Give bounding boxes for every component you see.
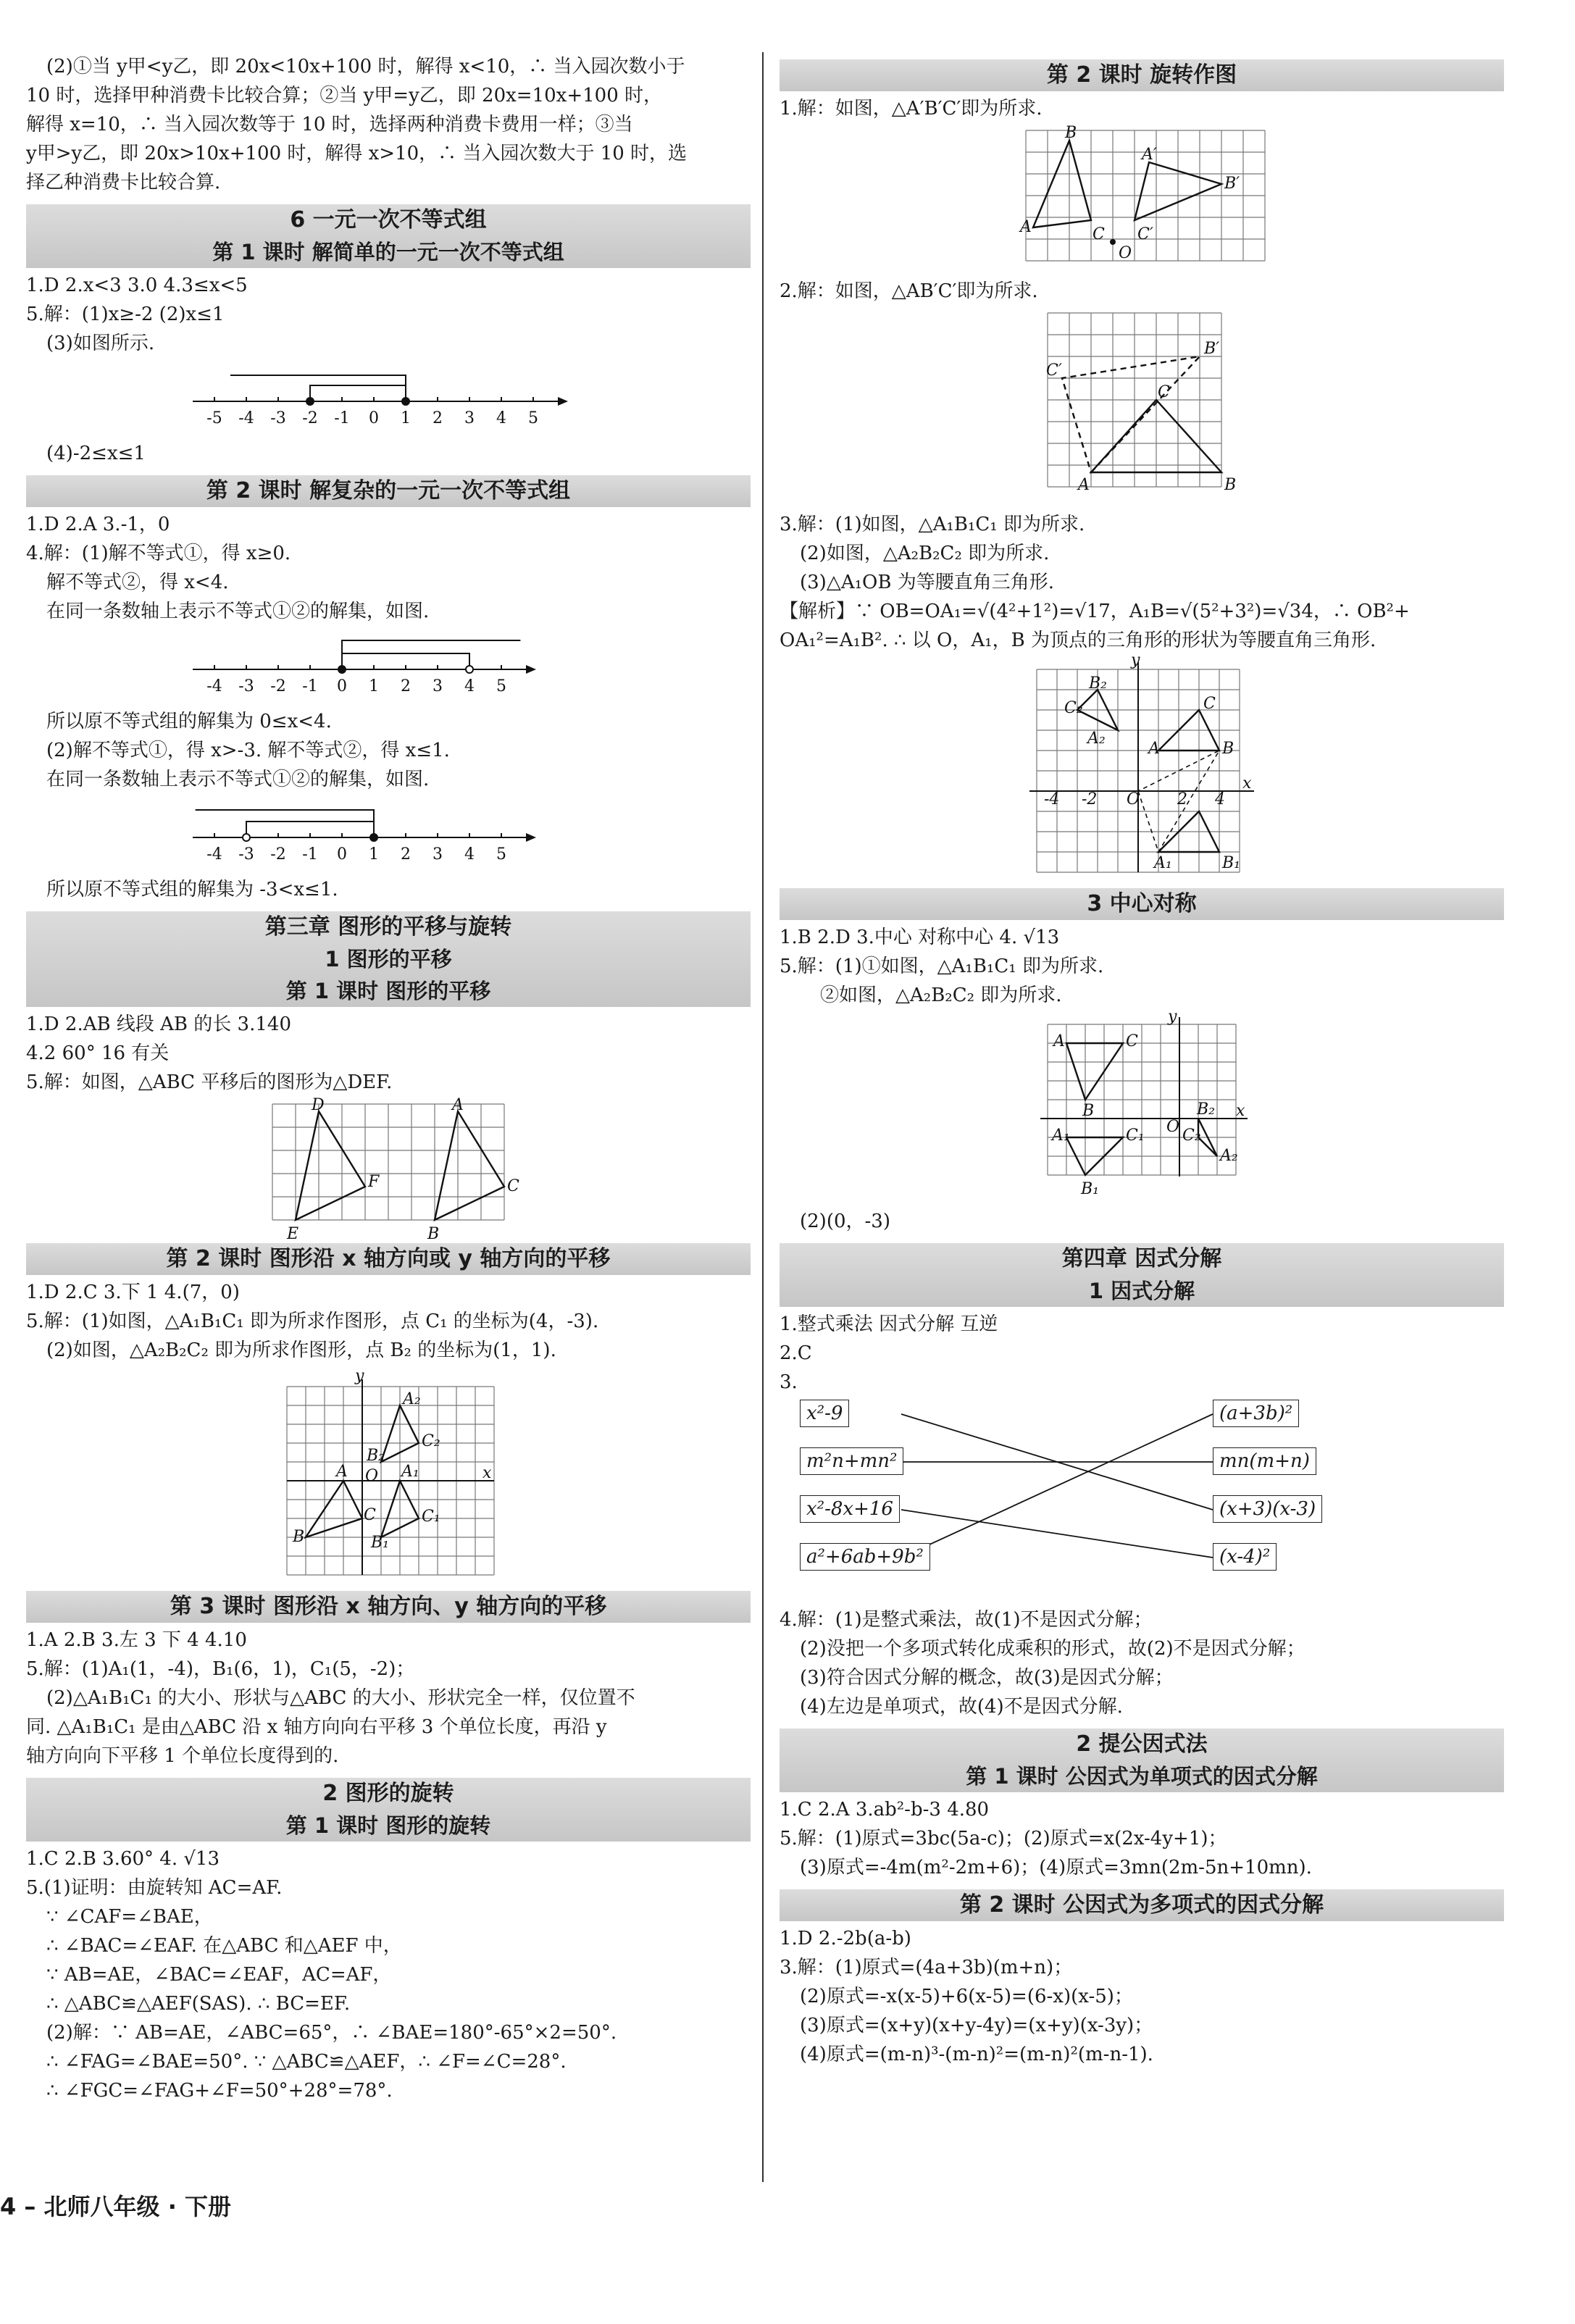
solution-bracket [342,640,520,669]
grid-figure [265,1096,519,1243]
section-header [780,1243,1504,1307]
tick-label: 4 [496,409,506,427]
number-line-figure [185,358,591,430]
answer-line: ②如图，△A₂B₂C₂ 即为所求. [820,985,1062,1006]
expression-box-right: (a+3b)² [1213,1400,1299,1427]
figure-label: A [1078,476,1090,494]
figure-label: C₂ [1182,1127,1201,1145]
expression-box-left: x²-9 [800,1400,849,1427]
figure-label: A [1053,1032,1065,1050]
expression-box-left: x²-8x+16 [800,1495,900,1523]
section-subtitle: 第 1 课时 公因式为单项式的因式分解 [966,1764,1318,1789]
tick-label: -3 [238,677,254,695]
endpoint [466,666,473,673]
tick-label: -2 [302,409,318,427]
figure-label: A₂ [1220,1147,1238,1165]
answer-line: 5.(1)证明：由旋转知 AC=AF. [26,1877,283,1899]
grid-figure [1033,306,1250,501]
tick-label: 4 [464,845,475,864]
axis-label: y [355,1367,364,1385]
section-header [780,1729,1504,1792]
figure-label: A₂ [1087,730,1106,748]
axis-label: y [1131,651,1140,669]
g2-figure [26,1365,751,1584]
answer-line: ∴ △ABC≌△AEF(SAS). ∴ BC=EF. [46,1993,351,2015]
answer-line: (3)符合因式分解的概念，故(3)是因式分解； [800,1667,1174,1689]
answer-line: 在同一条数轴上表示不等式①②的解集，如图. [46,601,430,622]
section-header [26,1591,751,1623]
solution-bracket [196,810,374,837]
tick-label: 2 [433,409,443,427]
answer-line: 同. △A₁B₁C₁ 是由△ABC 沿 x 轴方向向右平移 3 个单位长度，再沿 y [26,1716,607,1738]
coordinate-grid-figure [280,1365,497,1575]
tick-label: 3 [433,677,443,695]
coordinate-grid-figure [1033,1010,1250,1198]
answer-line: (2)解不等式①，得 x>-3. 解不等式②，得 x≤1. [46,740,450,761]
figure-label: B [1224,476,1237,494]
tick-label: 5 [496,845,506,864]
answer-line: (2)△A₁B₁C₁ 的大小、形状与△ABC 的大小、形状完全一样，仅位置不 [46,1687,635,1709]
figure-label: C₂ [1064,699,1083,717]
arrow-icon [526,665,536,674]
answer-line: (2)没把一个多项式转化成乘积的形式，故(2)不是因式分解； [800,1638,1305,1660]
figure-label: C [1126,1032,1138,1050]
section-header [26,204,751,268]
endpoint [243,834,250,841]
figure-label: A₁ [1154,854,1172,872]
answer-line: (3)原式=(x+y)(x+y-4y)=(x+y)(x-3y)； [800,2015,1153,2036]
answer-line: 1.C 2.A 3.ab²-b-3 4.80 [780,1799,990,1821]
answer-line: 2.C [780,1342,812,1364]
tick-label: -2 [270,845,286,864]
figure-label: B [1222,740,1234,758]
tick-label: -3 [238,845,254,864]
tick-label: 0 [369,409,379,427]
figure-label: C₂ [422,1432,440,1450]
answer-line: (2)解：∵ AB=AE，∠ABC=65°，∴ ∠BAE=180°-65°×2=50°. [46,2022,617,2044]
answer-line: ∴ ∠FAG=∠BAE=50°. ∵ △ABC≌△AEF，∴ ∠F=∠C=28°. [46,2051,567,2073]
expression-box-right: mn(m+n) [1213,1447,1316,1475]
right-column [780,52,1504,2069]
answer-line: (4)左边是单项式，故(4)不是因式分解. [800,1696,1123,1718]
tick-label: 3 [464,409,475,427]
answer-line: 1.A 2.B 3.左 3 下 4 4.10 [26,1629,247,1651]
tick-label: -4 [206,845,222,864]
figure-label: C [507,1177,519,1195]
g1-figure [26,1096,751,1243]
section-subtitle: 第 1 课时 图形的平移 [285,979,491,1003]
figure-label: O [1119,244,1132,262]
answer-line: 5.解：(1)x≥-2 (2)x≤1 [26,304,225,325]
answer-line: 在同一条数轴上表示不等式①②的解集，如图. [46,769,430,790]
arrow-icon [558,397,568,406]
answer-line: 所以原不等式组的解集为 -3<x≤1. [46,879,338,900]
figure-label: C [1093,225,1105,243]
figure-label: C₁ [422,1508,440,1526]
section-title: 第 2 课时 图形沿 x 轴方向或 y 轴方向的平移 [166,1246,611,1271]
figure-label: D [312,1096,325,1114]
tick-label: 3 [433,845,443,864]
figure-label: -4 [1044,790,1060,808]
figure-label: B′ [1224,175,1240,193]
tick-label: 0 [337,845,347,864]
figure-label: B [293,1528,305,1546]
number-line-figure [185,794,591,866]
answer-line: (2)如图，△A₂B₂C₂ 即为所求作图形，点 B₂ 的坐标为(1，1). [46,1339,556,1361]
section-header [26,475,751,507]
g6-figure [780,1010,1504,1207]
answer-line: 【解析】∵ OB=OA₁=√(4²+1²)=√17，A₁B=√(5²+3²)=√34，∴ OB²+ [780,601,1410,622]
figure-label: O [1127,790,1140,808]
figure-label: A₂ [403,1390,421,1408]
tick-label: -1 [302,677,318,695]
figure-label: A₁ [401,1463,419,1481]
tick-label: 1 [401,409,411,427]
section-title: 3 中心对称 [1087,891,1197,916]
solution-bracket [310,385,406,401]
column-divider [762,52,764,2182]
section-header [780,1889,1504,1921]
answer-line: 5.解：(1)原式=3bc(5a-c)；(2)原式=x(2x-4y+1)； [780,1828,1227,1849]
answer-line: (2)①当 y甲<y乙，即 20x<10x+100 时，解得 x<10，∴ 当入园次数小于 [46,56,685,78]
tick-label: -4 [206,677,222,695]
tick-label: 1 [369,677,379,695]
answer-line: 解得 x=10，∴ 当入园次数等于 10 时，选择两种消费卡费用一样；③当 [26,114,633,135]
arrow-icon [526,833,536,842]
answer-line: 3.解：(1)原式=(4a+3b)(m+n)； [780,1957,1073,1978]
figure-label: C₁ [1126,1127,1145,1145]
tick-label: -1 [302,845,318,864]
figure-label: O [1166,1118,1180,1136]
coordinate-grid-figure [1022,651,1261,872]
figure-label: B₁ [1081,1180,1099,1198]
answer-line: ∵ AB=AE，∠BAC=∠EAF，AC=AF， [46,1964,392,1986]
expression-box-left: a²+6ab+9b² [800,1543,930,1571]
answer-line: 1.D 2.x<3 3.0 4.3≤x<5 [26,275,248,296]
answer-line: 5.解：(1)如图，△A₁B₁C₁ 即为所求作图形，点 C₁ 的坐标为(4，-3). [26,1311,599,1332]
figure-label: B₁ [371,1534,389,1552]
tick-label: -1 [334,409,350,427]
nl3-figure [26,794,751,875]
g4-figure [780,306,1504,510]
tick-label: -2 [270,677,286,695]
section-title: 第 2 课时 解复杂的一元一次不等式组 [206,478,571,503]
figure-label: A [1020,218,1032,236]
tick-label: 1 [369,845,379,864]
answer-line: (4)-2≤x≤1 [46,443,146,464]
figure-label: B [1065,124,1077,142]
answer-line: 5.解：(1)A₁(1，-4)，B₁(6，1)，C₁(5，-2)； [26,1658,415,1680]
answer-line: (2)原式=-x(x-5)+6(x-5)=(6-x)(x-5)； [800,1986,1133,2007]
axis-label: x [1242,774,1252,793]
g3-figure [780,123,1504,277]
figure-label: A₁ [1052,1127,1070,1145]
answer-line: (3)△A₁OB 为等腰直角三角形. [800,572,1054,593]
answer-line: 1.解：如图，△A′B′C′即为所求. [780,98,1043,120]
answer-line: ∴ ∠FGC=∠FAG+∠F=50°+28°=78°. [46,2080,393,2102]
section-subtitle: 1 图形的平移 [325,947,452,971]
tick-label: -3 [270,409,286,427]
nl2-figure [26,626,751,707]
section-header [26,1243,751,1275]
expression-box-left: m²n+mn² [800,1447,903,1475]
section-subtitle: 第 1 课时 解简单的一元一次不等式组 [212,240,564,264]
figure-label: -2 [1082,790,1098,808]
figure-label: A′ [1142,146,1157,164]
answer-line: 所以原不等式组的解集为 0≤x<4. [46,711,332,732]
answer-line: 1.D 2.AB 线段 AB 的长 3.140 [26,1013,291,1035]
section-title: 第 3 课时 图形沿 x 轴方向、y 轴方向的平移 [170,1594,607,1619]
axis-label: x [1236,1102,1245,1120]
figure-label: 4 [1215,790,1225,808]
answer-line: (2)(0，-3) [800,1211,890,1232]
triangle-abc [1066,1043,1123,1100]
expression-box-right: (x-4)² [1213,1543,1277,1571]
figure-label: B₁ [1222,854,1240,872]
section-title: 第四章 因式分解 [1061,1246,1222,1271]
answer-line: 1.整式乘法 因式分解 互逆 [780,1313,998,1335]
tick-label: 2 [401,677,411,695]
answer-line: (4)原式=(m-n)³-(m-n)²=(m-n)²(m-n-1). [800,2044,1153,2065]
answer-line: 1.D 2.A 3.-1，0 [26,514,170,535]
section-header [26,1778,751,1842]
answer-line: 1.C 2.B 3.60° 4. √13 [26,1848,220,1870]
answer-line: 轴方向向下平移 1 个单位长度得到的. [26,1745,339,1767]
tick-label: 5 [496,677,506,695]
figure-label: C [364,1506,376,1524]
figure-label: O [365,1467,379,1485]
answer-line: 解不等式②，得 x<4. [46,572,229,593]
figure-label: C′ [1137,225,1153,243]
answer-line: 10 时，选择甲种消费卡比较合算；②当 y甲=y乙，即 20x=10x+100 时， [26,85,662,106]
answer-line: ∵ ∠CAF=∠BAE， [46,1906,213,1928]
g5-figure [780,651,1504,881]
answer-line: (3)原式=-4m(m²-2m+6)；(4)原式=3mn(2m-5n+10mn). [800,1857,1312,1878]
answer-line: 5.解：如图，△ABC 平移后的图形为△DEF. [26,1071,393,1093]
expression-box-right: (x+3)(x-3) [1213,1495,1322,1523]
section-title: 第 2 课时 旋转作图 [1046,62,1237,88]
section-subtitle: 1 因式分解 [1088,1279,1195,1303]
figure-label: C [1203,695,1216,713]
answer-line: ∴ ∠BAC=∠EAF. 在△ABC 和△AEF 中， [46,1935,402,1957]
triangle-abc [1033,141,1091,227]
section-header [26,911,751,1007]
section-title: 6 一元一次不等式组 [290,207,487,233]
answer-line: 4.解：(1)解不等式①，得 x≥0. [26,543,291,564]
figure-label: A [336,1463,348,1481]
tick-label: 4 [464,677,475,695]
figure-label: B [1082,1102,1095,1120]
triangle-abc [306,1481,362,1537]
answer-line: OA₁²=A₁B². ∴ 以 O，A₁，B 为顶点的三角形的形状为等腰直角三角形. [780,630,1376,651]
matching-line [901,1510,1213,1558]
page-footer: 4 – 北师八年级 · 下册 [0,2193,231,2220]
number-line-figure [185,626,591,698]
axis-label: x [482,1464,492,1482]
figure-label: B [427,1225,440,1243]
section-header [780,59,1504,91]
answer-line: 4.解：(1)是整式乘法，故(1)不是因式分解； [780,1609,1153,1631]
section-header [780,888,1504,920]
figure-label: C [1158,383,1170,401]
figure-label: B′ [1204,340,1220,358]
point-o [1110,239,1116,245]
answer-line: 5.解：(1)①如图，△A₁B₁C₁ 即为所求. [780,956,1104,977]
figure-label: C′ [1046,361,1062,380]
figure-label: F [368,1173,380,1191]
matching-line [901,1414,1213,1558]
solution-bracket [230,375,406,401]
figure-label: B₂ [367,1447,385,1465]
answer-line: (3)如图所示. [46,333,155,354]
figure-label: A [1148,740,1160,758]
answer-line: 1.D 2.-2b(a-b) [780,1928,911,1949]
answer-line: y甲>y乙，即 20x>10x+100 时，解得 x>10，∴ 当入园次数大于 10 时，选 [26,143,688,164]
section-title: 第 2 课时 公因式为多项式的因式分解 [959,1892,1324,1918]
endpoint [306,398,314,405]
answer-line: 3.解：(1)如图，△A₁B₁C₁ 即为所求. [780,514,1085,535]
triangle-ab-prime-c-prime [1062,356,1200,472]
figure-label: 2 [1177,790,1187,808]
figure-label: B₂ [1089,674,1107,693]
nl1-figure [26,358,751,439]
section-title: 2 图形的旋转 [322,1781,454,1806]
matching-exercise [800,1400,1504,1602]
answer-line: 1.D 2.C 3.下 1 4.(7，0) [26,1282,240,1303]
tick-label: 5 [528,409,538,427]
section-subtitle: 第 1 课时 图形的旋转 [285,1813,491,1838]
answer-line: 1.B 2.D 3.中心 对称中心 4. √13 [780,927,1060,948]
answer-line: 择乙种消费卡比较合算. [26,172,221,193]
tick-label: -4 [238,409,254,427]
figure-label: E [287,1225,299,1243]
tick-label: -5 [206,409,222,427]
section-title: 第三章 图形的平移与旋转 [264,914,512,940]
grid-figure [1011,123,1272,268]
answer-line: 2.解：如图，△AB′C′即为所求. [780,280,1038,302]
answer-line: (2)如图，△A₂B₂C₂ 即为所求. [800,543,1050,564]
figure-label: A [452,1096,464,1114]
tick-label: 2 [401,845,411,864]
axis-label: y [1168,1008,1177,1026]
answer-line: 4.2 60° 16 有关 [26,1042,170,1064]
section-title: 2 提公因式法 [1076,1731,1208,1757]
left-column [26,52,751,2105]
figure-label: B₂ [1197,1100,1215,1119]
answer-line: 3. [780,1371,798,1393]
tick-label: 0 [337,677,347,695]
